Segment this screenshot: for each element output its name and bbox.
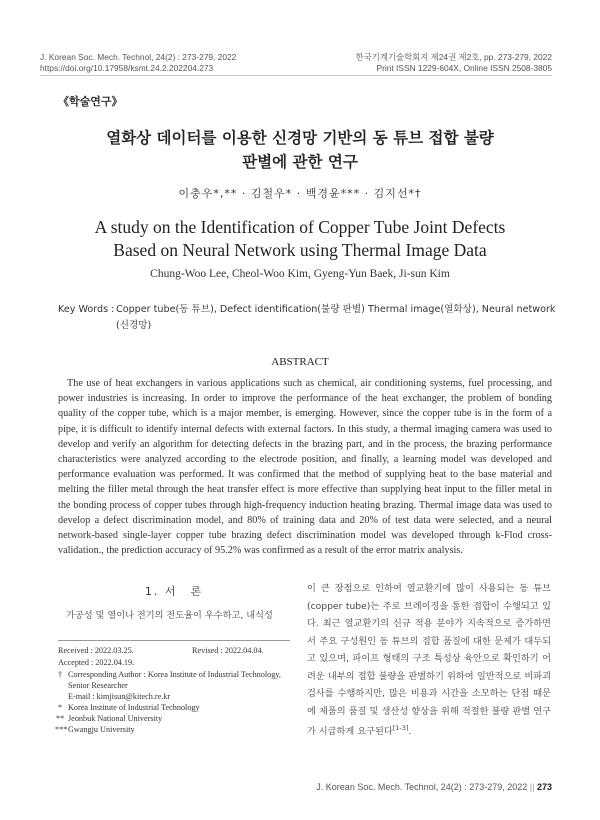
corresponding-author: Corresponding Author : Korea Institute of Industrial Technology,	[68, 670, 281, 679]
received-date: Received : 2022.03.25.	[58, 646, 134, 655]
footer-citation: J. Korean Soc. Mech. Technol, 24(2) : 273-279, 2022	[316, 782, 528, 792]
accepted-date: Accepted : 2022.04.19.	[58, 658, 135, 667]
corresponding-author-title: Senior Researcher	[68, 681, 128, 690]
keywords-label: Key Words :	[58, 304, 115, 315]
affiliation-1: Korea Institute of Industrial Technology	[68, 703, 200, 712]
abstract-heading: ABSTRACT	[271, 356, 329, 368]
affiliation-2: Jeonbuk National University	[68, 714, 163, 723]
affiliation-2-mark: **	[56, 714, 65, 723]
citation-reference[interactable]: [1-3]	[392, 724, 409, 732]
intro-paragraph-right	[307, 580, 551, 741]
intro-paragraph-right-text: 이 큰 장점으로 인하여 열교환기에 많이 사용되는 동 튜브(copper tube)는 주로 브레이징을 통한 접합이 수행되고 있다. 최근 열교환기의 신규 적용 분야가 지속적으로 증가하면서 주요 구성원인 동 튜브의 접합 품질에 대한 문제가 대두되고 있으며, 파이프 형태의 구조 특성상 육안으로 확인하기 어려운 내부의 접합 불량을 판별하기 위하여 일반적으로 비파괴검사를 수행하지만, 많은 비용과 시간을 소모하는 단점 때문에 제품의 품질 및 생산성 향상을 위해 적절한 불량 판별 연구가 시급하게 요구된다	[307, 583, 551, 738]
issn-info: Print ISSN 1229-604X, Online ISSN 2508-3805	[376, 63, 552, 73]
affiliation-3: Gwangju University	[68, 725, 135, 734]
article-type: 《학술연구》	[58, 95, 123, 108]
intro-paragraph-right-end: .	[408, 726, 412, 738]
page-number: 273	[536, 782, 552, 792]
authors-english: Chung-Woo Lee, Cheol-Woo Kim, Gyeng-Yun Baek, Ji-sun Kim	[150, 268, 450, 280]
page-footer: J. Korean Soc. Mech. Technol, 24(2) : 273-279, 2022 || 273	[316, 782, 552, 792]
title-korean-line2: 판별에 관한 연구	[242, 153, 358, 171]
running-header-left	[40, 52, 236, 74]
revised-date: Revised : 2022.04.04.	[192, 646, 264, 655]
corresponding-email[interactable]: E-mail : kimjisun@kitech.re.kr	[68, 692, 171, 701]
intro-paragraph-left: 가공성 및 열이나 전기의 전도율이 우수하고, 내식성	[66, 610, 273, 621]
title-english-line1: A study on the Identification of Copper Tube Joint Defects	[94, 217, 506, 237]
authors-korean: 이충우*,** · 김철우* · 백경윤*** · 김지선*†	[178, 187, 422, 200]
affiliation-3-mark: ***	[55, 725, 68, 734]
running-header-right	[356, 52, 552, 74]
journal-citation-korean: 한국기계기술학회지 제24권 제2호, pp. 273-279, 2022	[355, 52, 552, 62]
affiliation-1-mark: *	[58, 703, 63, 712]
footnote-divider	[58, 640, 290, 641]
corresponding-mark: †	[58, 670, 63, 679]
abstract-body: The use of heat exchangers in various applications such as chemical, air conditioning systems, fuel processing, and power industries is increasing. In order to improve the performance of the heat exchanger, the problem of bonding quality of the copper tube, which is a major member, is emerging. However, since the copper tube is in the form of a pipe, it is difficult to identify internal defects with external factors. In this study, a thermal imaging camera was used to develop and verify an algorithm for detecting defects in the brazing part, and in the process, the brazing performance characteristics were analyzed according to the electrode position, and finally, a learning model was developed and performance evaluation was performed. It was confirmed that the method of supplying heat to the base material and melting the filler metal through the heat transfer effect is more effective than supplying heat input to the filler metal in the bonding process of copper tubes through high-frequency induction heating brazing. Thermal image data was used to develop a defect discrimination model, and 80% of training data and 20% of test data were selected, and a neural network-based single-layer copper tube brazing defect discrimination model was developed through k-Flod cross-validation., the prediction accuracy of 95.2% was confirmed as a result of the error matrix analysis.	[58, 378, 552, 557]
title-english-line2: Based on Neural Network using Thermal Image Data	[113, 240, 487, 260]
doi-link[interactable]: https://doi.org/10.17958/ksmt.24.2.202204.273	[40, 63, 214, 73]
header-divider	[40, 75, 552, 76]
journal-citation: J. Korean Soc. Mech. Technol, 24(2) : 273-279, 2022	[40, 52, 237, 62]
title-korean-line1: 열화상 데이터를 이용한 신경망 기반의 동 튜브 접합 불량	[106, 129, 494, 147]
section-heading-introduction: 1. 서 론	[144, 585, 204, 598]
keywords-text: Copper tube(동 튜브), Defect identification(불량 판별) Thermal image(열화상), Neural network (신경망)	[116, 304, 556, 331]
